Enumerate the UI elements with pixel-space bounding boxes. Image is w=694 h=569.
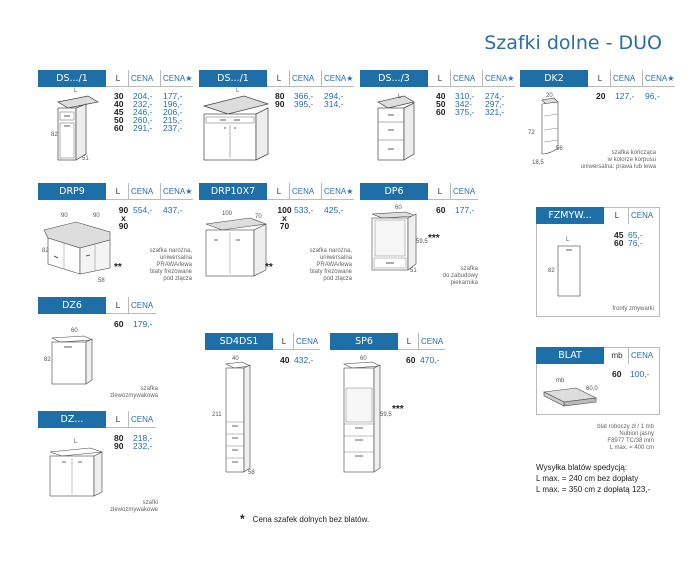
dim-l: L [74,439,78,445]
note-blat: blat roboczy zł / 1 mb Nubion jasny F8977 TC/38 mm L max. = 400 cm [597,424,654,451]
price-rows-dz6: 60 179,- [114,319,153,329]
dim-depth: 60,0 [586,386,598,392]
header-fzmyw [536,207,660,224]
dim-width: 90 [61,213,68,219]
product-code: DRP10X7 [199,183,267,200]
dim-side: 58 [98,278,105,284]
price-rows-ds1: 30 204,- 177,- 40 232,- 196,- 45 246,- 206,- 50 260,- 215,- 60 291,- 237,- [114,91,183,133]
footnote-text: Cena szafek dolnych bez blatów. [252,514,370,524]
price-rows-sp6: 60 470,- [406,355,440,365]
col-cena: CENA [128,297,156,314]
dim-height: 59,5 [416,239,428,245]
col-l: L [437,186,443,196]
col-cena-star: CENA★ [642,70,675,87]
dim-depth: 70 [255,214,262,220]
header-drp10x7 [199,183,354,200]
col-mb: mb [611,351,623,360]
shipping-line-1: Wysyłka blatów spedycją: [536,463,628,472]
header-sd4ds1 [205,333,320,350]
shipping-line-2: L max. = 240 cm bez dopłaty [536,474,639,483]
dim-h: 82 [51,132,58,138]
dim-width: 40 [232,356,239,362]
dim-l: L [566,237,570,243]
stars-marker: *** [428,233,440,244]
col-cena: CENA [628,207,660,224]
product-code: SD4DS1 [205,333,273,350]
product-code: DZ6 [38,297,106,314]
col-cena-star: CENA★ [321,70,354,87]
price-rows-fzmyw: 45 65,- 60 76,- [614,230,643,248]
cabinet-drawing-ds3 [372,88,422,168]
col-cena: CENA [418,333,445,350]
col-cena-star: CENA★ [482,70,515,87]
note-fzmyw: fronty zmywarki [612,306,654,312]
col-cena: CENA [128,70,160,87]
col-l: L [276,73,282,83]
col-l: L [115,414,121,424]
header-sp6 [330,333,445,350]
header-drp9 [38,183,193,200]
col-l: L [115,73,121,83]
dim-width: 60 [360,356,367,362]
dim-l: L [398,94,402,100]
shipping-info [536,462,650,495]
header-blat [536,347,660,364]
product-code: DS.../3 [360,70,428,87]
col-l: L [115,300,121,310]
cabinet-drawing-drp10x7 [200,212,270,288]
dim-height: 82 [42,248,49,254]
product-code: FZMYW... [536,207,604,224]
cabinet-drawing-sp6 [340,360,386,476]
col-l: L [406,336,412,346]
footnote [240,512,369,526]
page-title: Szafki dolne - DUO [484,32,662,54]
price-rows-ds3: 40 310,- 274,- 50 342- 297,- 60 375,- 321,- [436,91,505,117]
header-dk2 [520,70,675,87]
dim-l: L [74,88,78,94]
header-dp6 [360,183,478,200]
price-rows-ds1b: 80 366,- 294,- 90 395,- 314,- [275,91,344,109]
note-dz: szafki zlewozmywakowe [109,500,158,513]
product-code: DK2 [520,70,588,87]
cabinet-drawing-dz [44,442,108,498]
note-drp9: szafka narożna, uniwersalna PRAWA/lewa blaty frezowane pod złącza [149,248,192,282]
cabinet-drawing-ds1b [200,88,272,168]
col-cena: CENA [450,183,478,200]
price-rows-sd4ds1: 40 432,- [280,355,314,365]
shipping-line-3: L max. = 350 cm z dopłatą 123,- [536,485,651,494]
footnote-star: * [240,512,245,526]
col-cena: CENA [293,333,320,350]
col-cena: CENA [289,70,321,87]
note-dk2: szafka kończąca w kolorze korpusu uniwersalna: prawa lub lewa [580,150,656,170]
col-cena: CENA [128,183,160,200]
header-dz [38,411,156,428]
product-code: SP6 [330,333,398,350]
dim-side: 18,5 [532,160,544,166]
note-dz6: szafka zlewozmywakowa [109,386,158,399]
price-rows-drp9: 90 x 90 554,- 437,- [118,205,183,231]
col-l: L [115,186,121,196]
dim-height: 72 [528,130,535,136]
dim-depth: 51 [410,268,417,274]
dim-depth: 56 [556,146,563,152]
header-dz6 [38,297,156,314]
header-ds1b [199,70,354,87]
col-cena: CENA [450,70,482,87]
dim-width: 60 [395,205,402,211]
col-cena: CENA [628,347,660,364]
product-code: BLAT [536,347,604,364]
dim-height: 82 [548,268,555,274]
product-code: DS.../1 [38,70,106,87]
col-cena-star: CENA★ [160,183,193,200]
col-l: L [597,73,603,83]
product-code: DS.../1 [199,70,267,87]
col-cena: CENA [289,183,321,200]
col-cena: CENA [128,411,156,428]
stars-marker: *** [392,404,404,415]
price-rows-dp6: 60 177,- [436,205,475,215]
dim-height: 82 [44,357,51,363]
cabinet-drawing-ds1 [46,88,108,168]
dim-width: 60 [71,328,78,334]
col-cena-star: CENA★ [321,183,354,200]
col-l: L [614,211,620,220]
note-dp6: szafka do zabudowy piekarnika [442,266,478,286]
product-code: DZ... [38,411,106,428]
price-rows-dz: 80 218,- 90 232,- [114,433,153,451]
cabinet-drawing-dz6 [46,330,98,386]
col-l: L [276,186,282,196]
col-cena-star: CENA★ [160,70,193,87]
dim-height: 59,5 [380,412,392,418]
price-rows-dk2: 20 127,- 96,- [596,91,660,101]
note-drp10x7: szafka narożna, uniwersalna PRAWA/lewa blaty frezowane pod złącza [309,248,352,282]
price-rows-blat: 60 100,- [612,369,650,379]
price-rows-drp10x7: 100 x 70 533,- 425,- [277,205,344,231]
dim-height: 211 [212,412,222,418]
col-l: L [437,73,443,83]
stars-marker: ** [265,262,273,273]
col-cena: CENA [610,70,642,87]
col-l: L [281,336,287,346]
product-code: DRP9 [38,183,106,200]
cabinet-drawing-drp9 [40,212,116,288]
dim-width: 20 [546,93,553,99]
dim-depth: 90 [93,213,100,219]
front-drawing-fzmyw [554,240,584,298]
header-ds3 [360,70,515,87]
header-ds1 [38,70,193,87]
cabinet-drawing-sd4ds1 [220,360,254,476]
stars-marker: ** [114,262,122,273]
dim-l: L [236,88,240,94]
dim-mb: mb [556,378,565,384]
dim-d: 51 [82,156,89,162]
dim-depth: 58 [248,470,255,476]
dim-width: 100 [222,211,233,217]
product-code: DP6 [360,183,428,200]
